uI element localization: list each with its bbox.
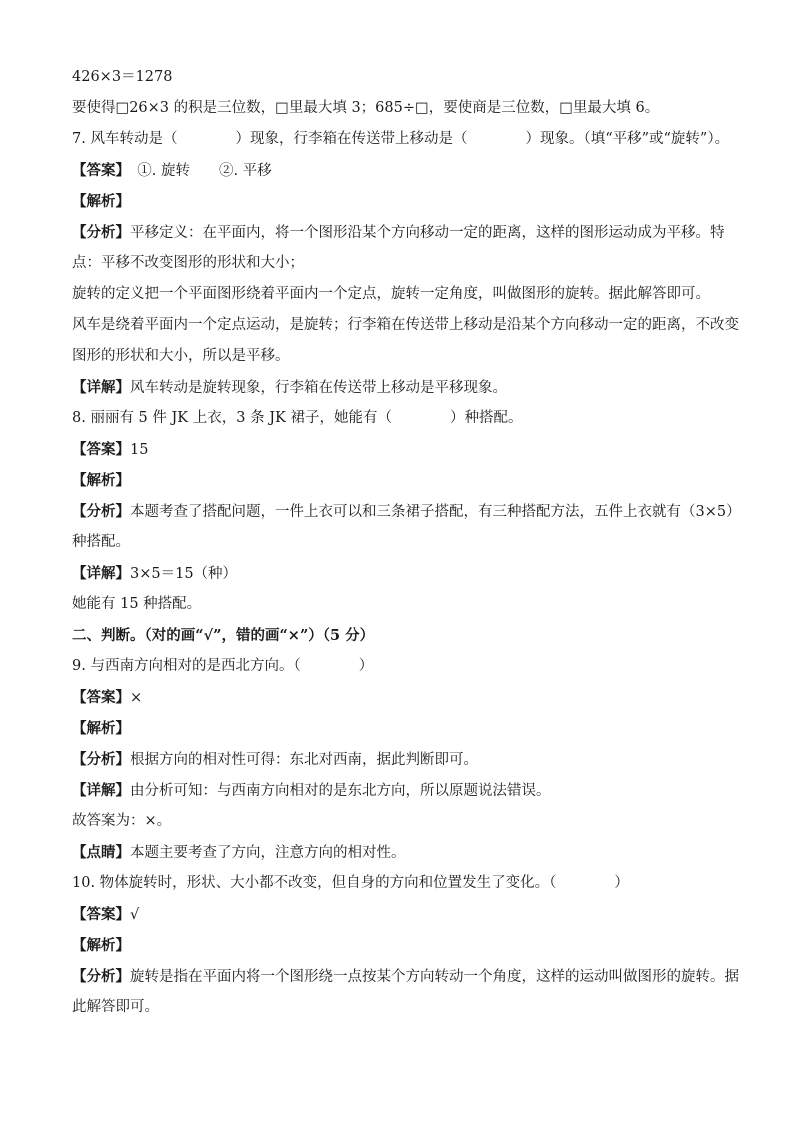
line-text: 她能有 15 种搭配。 — [72, 596, 202, 612]
label-tag: 【解析】 — [72, 193, 130, 210]
line-text: 旋转的定义把一个平面图形绕着平面内一个定点，旋转一定角度，叫做图形的旋转。据此解答即可。 — [72, 286, 710, 302]
line-text: 图形的形状和大小，所以是平移。 — [72, 348, 290, 364]
text-line — [72, 93, 734, 124]
text-line — [72, 62, 734, 93]
text-line — [72, 124, 734, 155]
line-text: 本题考查了搭配问题，一件上衣可以和三条裙子搭配，有三种搭配方法，五件上衣就有（3×5） — [130, 504, 741, 520]
text-line — [72, 992, 734, 1023]
label-tag: 【分析】 — [72, 503, 130, 520]
text-line — [72, 310, 739, 341]
label-tag: 【详解】 — [72, 379, 130, 396]
line-text: 要使得□26×3 的积是三位数，□里最大填 3；685÷□，要使商是三位数，□里最大填 6。 — [72, 100, 660, 116]
text-line — [72, 434, 734, 465]
line-text: 根据方向的相对性可得：东北对西南，据此判断即可。 — [130, 752, 478, 768]
label-tag: 【分析】 — [72, 751, 130, 768]
label-tag: 【答案】 — [72, 441, 130, 458]
line-text: 8. 丽丽有 5 件 JK 上衣，3 条 JK 裙子，她能有（ ）种搭配。 — [72, 410, 523, 426]
label-tag: 【答案】 — [72, 689, 130, 706]
line-text: 点：平移不改变图形的形状和大小； — [72, 255, 304, 271]
text-line — [72, 372, 734, 403]
text-line — [72, 341, 734, 372]
line-text: × — [130, 690, 143, 706]
text-line — [72, 465, 734, 496]
text-line — [72, 961, 739, 992]
line-text: 本题主要考查了方向，注意方向的相对性。 — [130, 845, 406, 861]
line-text: 3×5＝15（种） — [130, 566, 238, 582]
text-line — [72, 713, 734, 744]
line-text: 15 — [130, 442, 149, 458]
label-tag: 【答案】 — [72, 906, 130, 923]
line-text: √ — [130, 907, 140, 923]
text-line — [72, 744, 734, 775]
label-tag: 【解析】 — [72, 472, 130, 489]
text-line — [72, 527, 734, 558]
text-line — [72, 682, 734, 713]
document-body — [72, 62, 741, 1023]
line-text: 风车是绕着平面内一个定点运动，是旋转；行李箱在传送带上移动是沿某个方向移动一定的距离，不改变 — [72, 317, 739, 333]
text-line — [72, 837, 734, 868]
label-tag: 【分析】 — [72, 224, 130, 241]
section-heading — [72, 620, 734, 651]
text-line — [72, 806, 734, 837]
line-text: 10. 物体旋转时，形状、大小都不改变，但自身的方向和位置发生了变化。（ ） — [72, 875, 629, 891]
label-tag: 【详解】 — [72, 565, 130, 582]
text-line — [72, 403, 734, 434]
text-line — [72, 248, 734, 279]
label-tag: 【详解】 — [72, 782, 130, 799]
label-tag: 【解析】 — [72, 937, 130, 954]
text-line — [72, 589, 734, 620]
text-line — [72, 930, 734, 961]
text-line — [72, 279, 734, 310]
label-tag: 【分析】 — [72, 968, 130, 985]
text-line — [72, 651, 734, 682]
line-text: 此解答即可。 — [72, 999, 159, 1015]
line-text: 426×3＝1278 — [72, 69, 173, 85]
text-line — [72, 496, 741, 527]
label-tag: 【答案】 — [72, 162, 123, 179]
line-text: 9. 与西南方向相对的是西北方向。（ ） — [72, 658, 374, 674]
line-text: 由分析可知：与西南方向相对的是东北方向，所以原题说法错误。 — [130, 783, 551, 799]
text-line — [72, 155, 734, 186]
text-line — [72, 775, 734, 806]
line-text: 二、判断。（对的画“√”，错的画“×”）（5 分） — [72, 627, 375, 644]
text-line — [72, 899, 734, 930]
line-text: 7. 风车转动是（ ）现象，行李箱在传送带上移动是（ ）现象。（填“平移”或“旋转”）。 — [72, 131, 730, 147]
text-line — [72, 868, 734, 899]
line-text: 旋转是指在平面内将一个图形绕一点按某个方向转动一个角度，这样的运动叫做图形的旋转。据 — [130, 969, 739, 985]
text-line — [72, 186, 734, 217]
line-text: 种搭配。 — [72, 534, 130, 550]
label-tag: 【点睛】 — [72, 844, 130, 861]
label-tag: 【解析】 — [72, 720, 130, 737]
text-line — [72, 558, 734, 589]
line-text: 风车转动是旋转现象，行李箱在传送带上移动是平移现象。 — [130, 380, 507, 396]
line-text: 平移定义：在平面内，将一个图形沿某个方向移动一定的距离，这样的图形运动成为平移。特 — [130, 225, 725, 241]
line-text: ①. 旋转 ②. 平移 — [122, 163, 272, 179]
text-line — [72, 217, 734, 248]
line-text: 故答案为：×。 — [72, 813, 172, 829]
